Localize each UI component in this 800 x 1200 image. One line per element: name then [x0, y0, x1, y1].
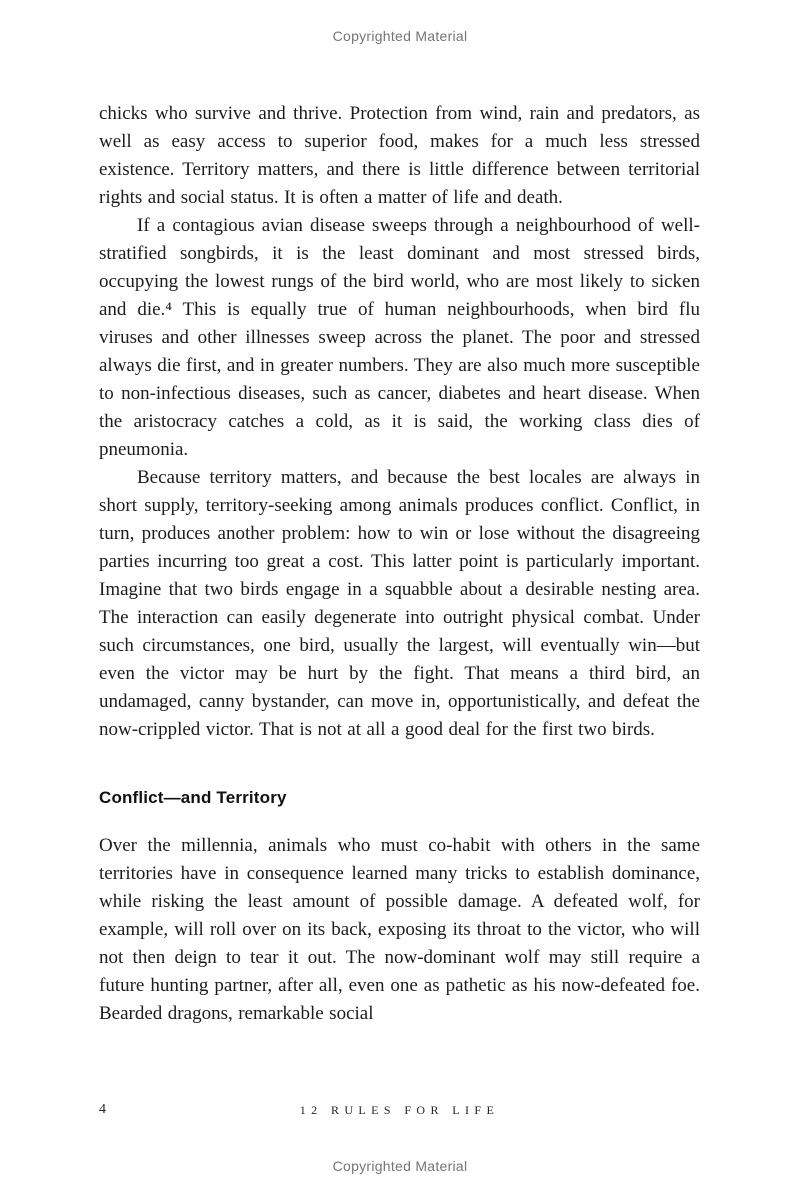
page-footer: [99, 1102, 700, 1122]
running-title: 12 RULES FOR LIFE: [299, 1103, 500, 1117]
paragraph: If a contagious avian disease sweeps through a neighbourhood of well-stratified songbirds, it is the least dominant and most stressed birds, occupying the lowest rungs of the bird world, who are most likely to sicken and die.⁴ This is equally true of human neighbourhoods, when bird flu viruses and other illnesses sweep across the planet. The poor and stressed always die first, and in greater numbers. They are also much more susceptible to non-infectious diseases, such as cancer, diabetes and heart disease. When the aristocracy catches a cold, as it is said, the working class dies of pneumonia.: [99, 215, 700, 460]
paragraph: Because territory matters, and because the best locales are always in short supply, territory-seeking among animals produces conflict. Conflict, in turn, produces another problem: how to win or lose without the disagreeing parties incurring too great a cost. This latter point is particularly important. Imagine that two birds engage in a squabble about a desirable nesting area. The interaction can easily degenerate into outright physical combat. Under such circumstances, one bird, usually the largest, will eventually win—but even the victor may be hurt by the fight. That means a third bird, an undamaged, canny bystander, can move in, opportunistically, and defeat the now-crippled victor. That is not at all a good deal for the first two birds.: [99, 467, 700, 740]
paragraph: Over the millennia, animals who must co-habit with others in the same territories have in consequence learned many tricks to establish dominance, while risking the least amount of possible damage. A defeated wolf, for example, will roll over on its back, exposing its throat to the victor, who will not then deign to tear it out. The now-dominant wolf may still require a future hunting partner, after all, even one as pathetic as his now-defeated foe. Bearded dragons, remarkable social: [99, 835, 700, 1024]
page-number: 4: [99, 1102, 106, 1117]
copyright-notice-bottom: Copyrighted Material: [332, 1158, 468, 1174]
paragraph-continuation: chicks who survive and thrive. Protection from wind, rain and predators, as well as easy access to superior food, makes for a much less stressed existence. Territory matters, and there is little difference between territorial rights and social status. It is often a matter of life and death.: [99, 103, 700, 208]
copyright-notice-top: Copyrighted Material: [332, 28, 468, 44]
section-heading: Conflict—and Territory: [99, 788, 287, 807]
page-body: [99, 100, 700, 1028]
